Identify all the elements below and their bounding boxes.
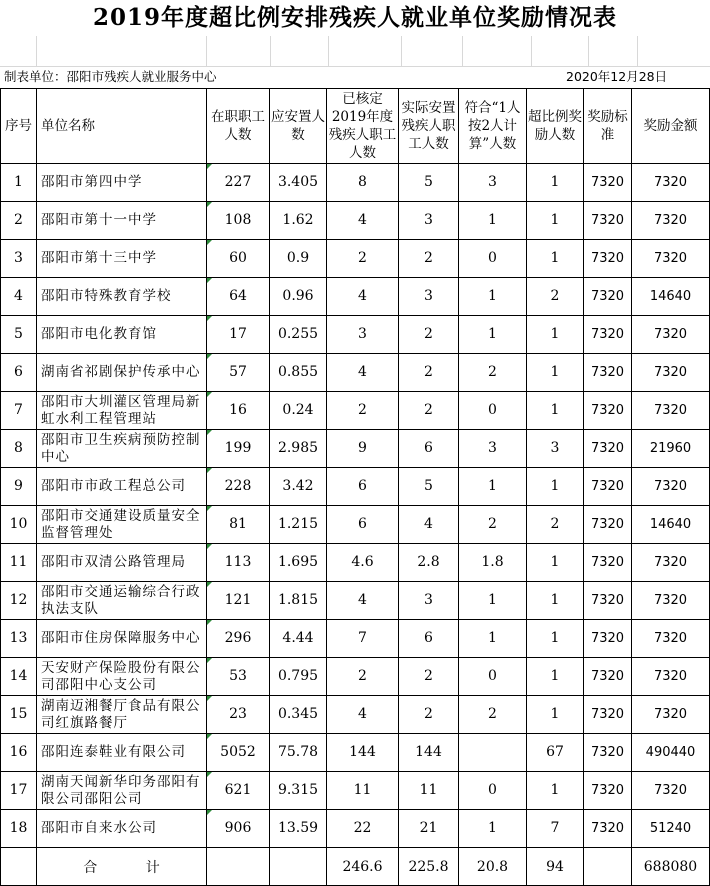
double-count-cell: 1 bbox=[459, 620, 527, 658]
reward-amount-cell: 14640 bbox=[632, 506, 710, 544]
row-number-cell: 17 bbox=[1, 772, 37, 810]
staff-count-cell: 57 bbox=[207, 354, 270, 392]
table-row bbox=[1, 696, 710, 734]
over-quota-cell: 7 bbox=[527, 810, 584, 848]
required-count-cell: 1.62 bbox=[270, 202, 327, 240]
total-double: 20.8 bbox=[459, 848, 527, 886]
row-number-cell: 5 bbox=[1, 316, 37, 354]
reward-standard-cell: 7320 bbox=[584, 696, 632, 734]
header-cell: 奖励金额 bbox=[632, 89, 710, 164]
reward-standard-cell: 7320 bbox=[584, 658, 632, 696]
required-count-cell: 3.42 bbox=[270, 468, 327, 506]
total-blank bbox=[1, 848, 37, 886]
double-count-cell: 1 bbox=[459, 810, 527, 848]
reward-amount-cell: 7320 bbox=[632, 620, 710, 658]
header-cell: 单位名称 bbox=[37, 89, 207, 164]
actual-count-cell: 5 bbox=[399, 468, 459, 506]
verified-count-cell: 2 bbox=[327, 658, 399, 696]
unit-name-cell: 邵阳市市政工程总公司 bbox=[37, 468, 207, 506]
table-row bbox=[1, 240, 710, 278]
reward-standard-cell: 7320 bbox=[584, 582, 632, 620]
unit-name-cell: 邵阳市第十一中学 bbox=[37, 202, 207, 240]
row-number-cell: 18 bbox=[1, 810, 37, 848]
staff-count-cell: 64 bbox=[207, 278, 270, 316]
reward-standard-cell: 7320 bbox=[584, 392, 632, 430]
reward-amount-cell: 7320 bbox=[632, 696, 710, 734]
required-count-cell: 3.405 bbox=[270, 164, 327, 202]
table-row bbox=[1, 430, 710, 468]
double-count-cell: 1 bbox=[459, 202, 527, 240]
table-row bbox=[1, 772, 710, 810]
unit-name-cell: 湖南天闻新华印务邵阳有限公司邵阳公司 bbox=[37, 772, 207, 810]
reward-standard-cell: 7320 bbox=[584, 468, 632, 506]
actual-count-cell: 2.8 bbox=[399, 544, 459, 582]
meta-row bbox=[0, 66, 710, 88]
verified-count-cell: 3 bbox=[327, 316, 399, 354]
reward-standard-cell: 7320 bbox=[584, 620, 632, 658]
actual-count-cell: 144 bbox=[399, 734, 459, 772]
over-quota-cell: 1 bbox=[527, 772, 584, 810]
reward-standard-cell: 7320 bbox=[584, 354, 632, 392]
total-blank bbox=[584, 848, 632, 886]
header-cell: 已核定2019年度残疾人职工人数 bbox=[327, 89, 399, 164]
verified-count-cell: 4 bbox=[327, 278, 399, 316]
row-number-cell: 12 bbox=[1, 582, 37, 620]
reward-amount-cell: 7320 bbox=[632, 164, 710, 202]
total-row bbox=[1, 848, 710, 886]
reward-standard-cell: 7320 bbox=[584, 430, 632, 468]
table-row bbox=[1, 202, 710, 240]
over-quota-cell: 2 bbox=[527, 506, 584, 544]
verified-count-cell: 7 bbox=[327, 620, 399, 658]
staff-count-cell: 227 bbox=[207, 164, 270, 202]
row-number-cell: 14 bbox=[1, 658, 37, 696]
header-cell: 实际安置残疾人职工人数 bbox=[399, 89, 459, 164]
over-quota-cell: 1 bbox=[527, 620, 584, 658]
unit-name-cell: 湖南省祁剧保护传承中心 bbox=[37, 354, 207, 392]
actual-count-cell: 5 bbox=[399, 164, 459, 202]
unit-name-cell: 邵阳市大圳灌区管理局新虹水利工程管理站 bbox=[37, 392, 207, 430]
staff-count-cell: 53 bbox=[207, 658, 270, 696]
table-row bbox=[1, 658, 710, 696]
double-count-cell: 3 bbox=[459, 430, 527, 468]
verified-count-cell: 4 bbox=[327, 202, 399, 240]
over-quota-cell: 1 bbox=[527, 240, 584, 278]
staff-count-cell: 296 bbox=[207, 620, 270, 658]
required-count-cell: 75.78 bbox=[270, 734, 327, 772]
staff-count-cell: 199 bbox=[207, 430, 270, 468]
row-number-cell: 16 bbox=[1, 734, 37, 772]
row-number-cell: 11 bbox=[1, 544, 37, 582]
reward-standard-cell: 7320 bbox=[584, 772, 632, 810]
reward-standard-cell: 7320 bbox=[584, 240, 632, 278]
unit-name-cell: 邵阳市卫生疾病预防控制中心 bbox=[37, 430, 207, 468]
actual-count-cell: 21 bbox=[399, 810, 459, 848]
actual-count-cell: 3 bbox=[399, 278, 459, 316]
table-row bbox=[1, 468, 710, 506]
actual-count-cell: 2 bbox=[399, 392, 459, 430]
over-quota-cell: 2 bbox=[527, 278, 584, 316]
staff-count-cell: 621 bbox=[207, 772, 270, 810]
over-quota-cell: 1 bbox=[527, 582, 584, 620]
over-quota-cell: 67 bbox=[527, 734, 584, 772]
actual-count-cell: 3 bbox=[399, 202, 459, 240]
required-count-cell: 4.44 bbox=[270, 620, 327, 658]
required-count-cell: 0.255 bbox=[270, 316, 327, 354]
total-verified: 246.6 bbox=[327, 848, 399, 886]
row-number-cell: 13 bbox=[1, 620, 37, 658]
table-row bbox=[1, 354, 710, 392]
required-count-cell: 0.24 bbox=[270, 392, 327, 430]
row-number-cell: 3 bbox=[1, 240, 37, 278]
double-count-cell: 1 bbox=[459, 468, 527, 506]
double-count-cell: 0 bbox=[459, 658, 527, 696]
header-cell: 应安置人数 bbox=[270, 89, 327, 164]
required-count-cell: 0.9 bbox=[270, 240, 327, 278]
over-quota-cell: 1 bbox=[527, 696, 584, 734]
row-number-cell: 6 bbox=[1, 354, 37, 392]
unit-name-cell: 邵阳市第十三中学 bbox=[37, 240, 207, 278]
double-count-cell: 2 bbox=[459, 506, 527, 544]
blank-row bbox=[0, 36, 710, 67]
header-row bbox=[1, 89, 710, 164]
actual-count-cell: 2 bbox=[399, 696, 459, 734]
total-label: 合 计 bbox=[37, 848, 207, 886]
total-over: 94 bbox=[527, 848, 584, 886]
row-number-cell: 1 bbox=[1, 164, 37, 202]
reward-amount-cell: 7320 bbox=[632, 544, 710, 582]
header-cell: 超比例奖励人数 bbox=[527, 89, 584, 164]
required-count-cell: 0.345 bbox=[270, 696, 327, 734]
verified-count-cell: 8 bbox=[327, 164, 399, 202]
header-cell: 奖励标准 bbox=[584, 89, 632, 164]
reward-amount-cell: 7320 bbox=[632, 658, 710, 696]
staff-count-cell: 108 bbox=[207, 202, 270, 240]
double-count-cell: 0 bbox=[459, 392, 527, 430]
over-quota-cell: 1 bbox=[527, 658, 584, 696]
reward-amount-cell: 7320 bbox=[632, 202, 710, 240]
required-count-cell: 13.59 bbox=[270, 810, 327, 848]
reward-amount-cell: 7320 bbox=[632, 240, 710, 278]
reward-standard-cell: 7320 bbox=[584, 734, 632, 772]
total-blank bbox=[270, 848, 327, 886]
staff-count-cell: 906 bbox=[207, 810, 270, 848]
actual-count-cell: 2 bbox=[399, 354, 459, 392]
staff-count-cell: 17 bbox=[207, 316, 270, 354]
reward-standard-cell: 7320 bbox=[584, 278, 632, 316]
double-count-cell: 0 bbox=[459, 772, 527, 810]
unit-name-cell: 邵阳市电化教育馆 bbox=[37, 316, 207, 354]
unit-name-cell: 邵阳市第四中学 bbox=[37, 164, 207, 202]
unit-name-cell: 邵阳市交通运输综合行政执法支队 bbox=[37, 582, 207, 620]
verified-count-cell: 4 bbox=[327, 582, 399, 620]
over-quota-cell: 1 bbox=[527, 544, 584, 582]
reward-amount-cell: 14640 bbox=[632, 278, 710, 316]
required-count-cell: 2.985 bbox=[270, 430, 327, 468]
double-count-cell: 1 bbox=[459, 316, 527, 354]
over-quota-cell: 1 bbox=[527, 164, 584, 202]
verified-count-cell: 2 bbox=[327, 392, 399, 430]
verified-count-cell: 4.6 bbox=[327, 544, 399, 582]
reward-amount-cell: 21960 bbox=[632, 430, 710, 468]
reward-standard-cell: 7320 bbox=[584, 544, 632, 582]
row-number-cell: 10 bbox=[1, 506, 37, 544]
header-cell: 在职职工人数 bbox=[207, 89, 270, 164]
over-quota-cell: 3 bbox=[527, 430, 584, 468]
total-blank bbox=[207, 848, 270, 886]
report-date: 2020年12月28日 bbox=[566, 69, 668, 84]
unit-name-cell: 邵阳市自来水公司 bbox=[37, 810, 207, 848]
reward-amount-cell: 7320 bbox=[632, 392, 710, 430]
actual-count-cell: 6 bbox=[399, 430, 459, 468]
verified-count-cell: 4 bbox=[327, 696, 399, 734]
staff-count-cell: 228 bbox=[207, 468, 270, 506]
table-body bbox=[1, 164, 710, 848]
table-row bbox=[1, 164, 710, 202]
actual-count-cell: 3 bbox=[399, 582, 459, 620]
double-count-cell: 2 bbox=[459, 696, 527, 734]
table-row bbox=[1, 506, 710, 544]
header-cell: 符合“1人按2人计算”人数 bbox=[459, 89, 527, 164]
staff-count-cell: 16 bbox=[207, 392, 270, 430]
total-actual: 225.8 bbox=[399, 848, 459, 886]
reward-amount-cell: 7320 bbox=[632, 316, 710, 354]
reward-standard-cell: 7320 bbox=[584, 810, 632, 848]
verified-count-cell: 11 bbox=[327, 772, 399, 810]
table-row bbox=[1, 544, 710, 582]
table-row bbox=[1, 734, 710, 772]
required-count-cell: 9.315 bbox=[270, 772, 327, 810]
row-number-cell: 8 bbox=[1, 430, 37, 468]
actual-count-cell: 4 bbox=[399, 506, 459, 544]
unit-label: 制表单位：邵阳市残疾人就业服务中心 bbox=[4, 69, 217, 84]
unit-name-cell: 邵阳市特殊教育学校 bbox=[37, 278, 207, 316]
required-count-cell: 0.855 bbox=[270, 354, 327, 392]
verified-count-cell: 22 bbox=[327, 810, 399, 848]
reward-table bbox=[0, 88, 710, 886]
staff-count-cell: 60 bbox=[207, 240, 270, 278]
staff-count-cell: 121 bbox=[207, 582, 270, 620]
row-number-cell: 9 bbox=[1, 468, 37, 506]
reward-amount-cell: 7320 bbox=[632, 582, 710, 620]
double-count-cell: 1.8 bbox=[459, 544, 527, 582]
unit-name-cell: 天安财产保险股份有限公司邵阳中心支公司 bbox=[37, 658, 207, 696]
unit-name-cell: 湖南迈湘餐厅食品有限公司红旗路餐厅 bbox=[37, 696, 207, 734]
verified-count-cell: 4 bbox=[327, 354, 399, 392]
actual-count-cell: 2 bbox=[399, 316, 459, 354]
row-number-cell: 2 bbox=[1, 202, 37, 240]
table-row bbox=[1, 582, 710, 620]
verified-count-cell: 6 bbox=[327, 468, 399, 506]
staff-count-cell: 5052 bbox=[207, 734, 270, 772]
row-number-cell: 15 bbox=[1, 696, 37, 734]
over-quota-cell: 1 bbox=[527, 202, 584, 240]
unit-name-cell: 邵阳市住房保障服务中心 bbox=[37, 620, 207, 658]
required-count-cell: 1.815 bbox=[270, 582, 327, 620]
table-row bbox=[1, 392, 710, 430]
over-quota-cell: 1 bbox=[527, 392, 584, 430]
over-quota-cell: 1 bbox=[527, 354, 584, 392]
unit-name-cell: 邵阳市交通建设质量安全监督管理处 bbox=[37, 506, 207, 544]
table-row bbox=[1, 810, 710, 848]
required-count-cell: 1.215 bbox=[270, 506, 327, 544]
required-count-cell: 0.96 bbox=[270, 278, 327, 316]
reward-amount-cell: 490440 bbox=[632, 734, 710, 772]
staff-count-cell: 23 bbox=[207, 696, 270, 734]
reward-standard-cell: 7320 bbox=[584, 202, 632, 240]
table-row bbox=[1, 620, 710, 658]
actual-count-cell: 2 bbox=[399, 658, 459, 696]
row-number-cell: 7 bbox=[1, 392, 37, 430]
reward-amount-cell: 51240 bbox=[632, 810, 710, 848]
double-count-cell: 0 bbox=[459, 240, 527, 278]
reward-standard-cell: 7320 bbox=[584, 164, 632, 202]
verified-count-cell: 144 bbox=[327, 734, 399, 772]
row-number-cell: 4 bbox=[1, 278, 37, 316]
page-title: 2019年度超比例安排残疾人就业单位奖励情况表 bbox=[92, 4, 617, 31]
verified-count-cell: 2 bbox=[327, 240, 399, 278]
required-count-cell: 0.795 bbox=[270, 658, 327, 696]
verified-count-cell: 9 bbox=[327, 430, 399, 468]
actual-count-cell: 2 bbox=[399, 240, 459, 278]
total-amount: 688080 bbox=[632, 848, 710, 886]
unit-name-cell: 邵阳连泰鞋业有限公司 bbox=[37, 734, 207, 772]
reward-amount-cell: 7320 bbox=[632, 772, 710, 810]
staff-count-cell: 113 bbox=[207, 544, 270, 582]
double-count-cell: 1 bbox=[459, 278, 527, 316]
verified-count-cell: 6 bbox=[327, 506, 399, 544]
double-count-cell bbox=[459, 734, 527, 772]
over-quota-cell: 1 bbox=[527, 316, 584, 354]
required-count-cell: 1.695 bbox=[270, 544, 327, 582]
reward-standard-cell: 7320 bbox=[584, 316, 632, 354]
double-count-cell: 1 bbox=[459, 582, 527, 620]
actual-count-cell: 6 bbox=[399, 620, 459, 658]
header-cell: 序号 bbox=[1, 89, 37, 164]
staff-count-cell: 81 bbox=[207, 506, 270, 544]
reward-amount-cell: 7320 bbox=[632, 468, 710, 506]
reward-amount-cell: 7320 bbox=[632, 354, 710, 392]
table-row bbox=[1, 316, 710, 354]
table-row bbox=[1, 278, 710, 316]
actual-count-cell: 11 bbox=[399, 772, 459, 810]
double-count-cell: 2 bbox=[459, 354, 527, 392]
double-count-cell: 3 bbox=[459, 164, 527, 202]
over-quota-cell: 1 bbox=[527, 468, 584, 506]
reward-standard-cell: 7320 bbox=[584, 506, 632, 544]
unit-name-cell: 邵阳市双清公路管理局 bbox=[37, 544, 207, 582]
